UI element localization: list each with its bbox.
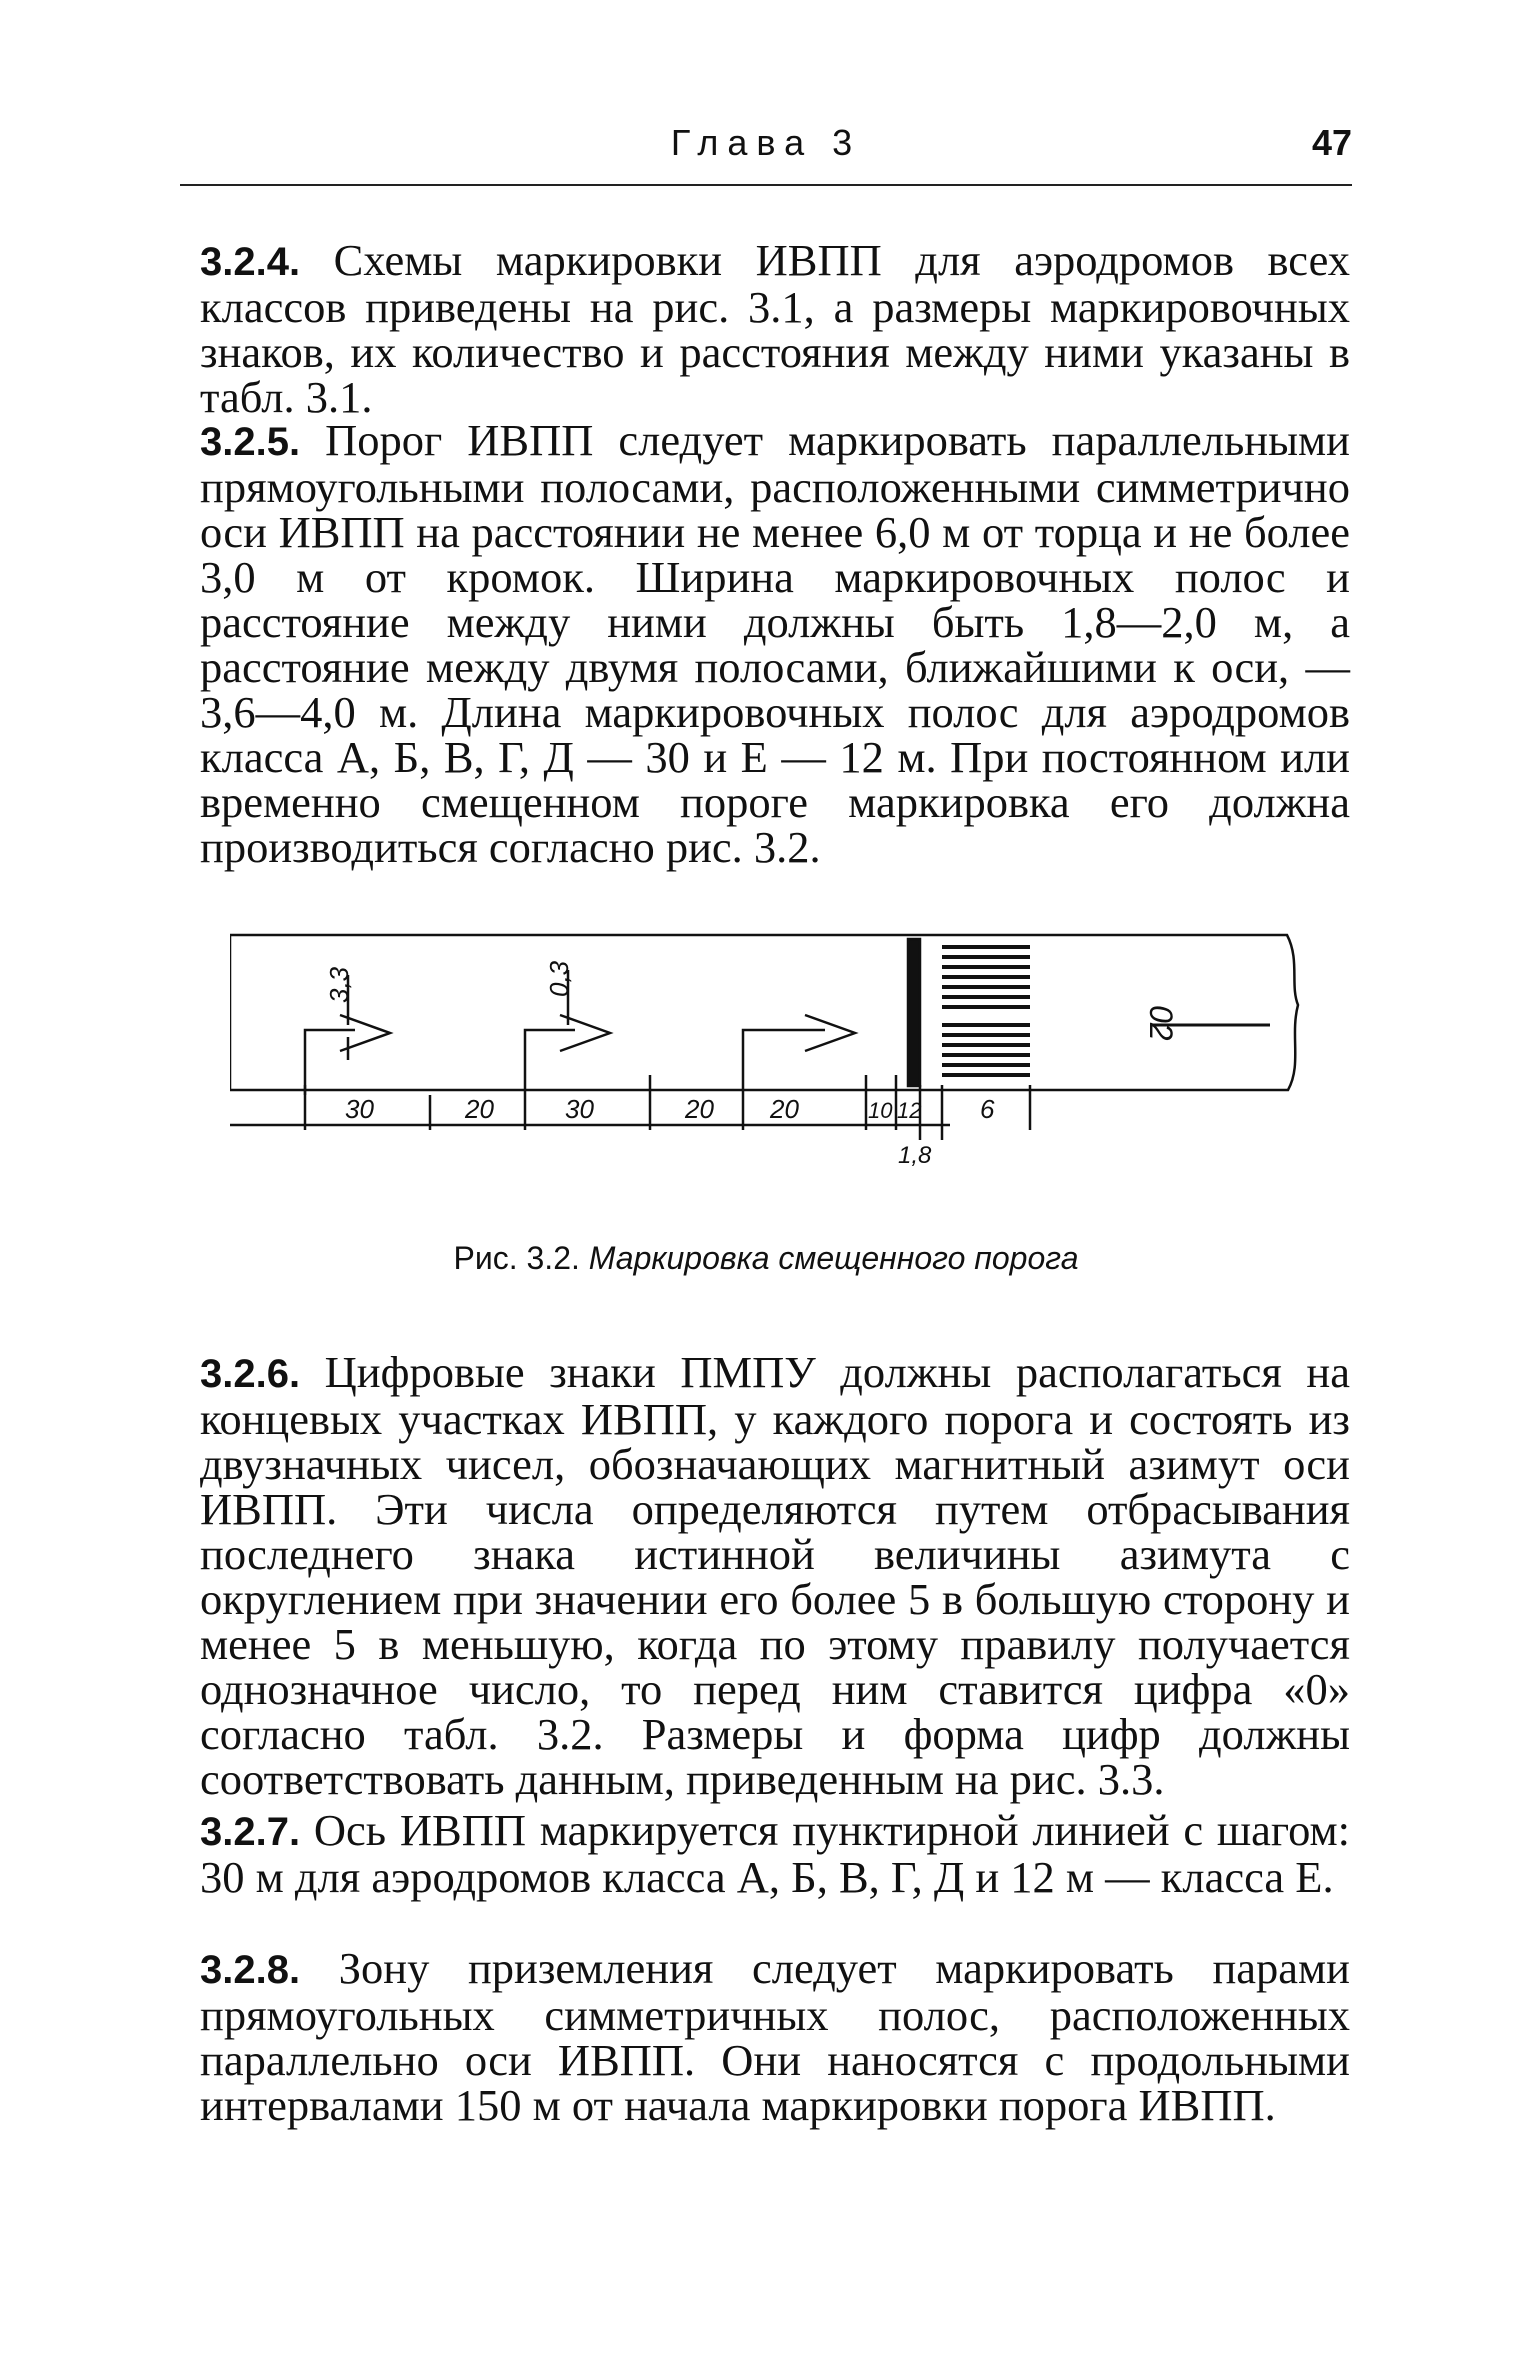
section-3-2-4 — [200, 235, 1351, 422]
figure-displaced-threshold — [230, 925, 1350, 1235]
figure-caption — [180, 1240, 1352, 1277]
page-number: 47 — [1311, 122, 1352, 163]
arrow-mark-3 — [743, 1015, 855, 1095]
dim-label-20-b: 20 — [685, 1094, 714, 1124]
dim-label-6: 6 — [980, 1094, 995, 1124]
section-3-2-5 — [200, 415, 1350, 872]
section-number: 3.2.4. — [200, 240, 301, 284]
threshold-bar — [908, 939, 920, 1086]
dim-label-1-8: 1,8 — [898, 1142, 932, 1169]
dim-label-20-a: 20 — [465, 1094, 494, 1124]
section-text: Порог ИВПП следует маркировать параллельными прямоугольными полосами, расположенными симметрично оси ИВПП на расстоянии не менее 6,0 м от торца и не более 3,0 м от кромок. Ширина маркировочных полос и расстояние между ними должны быть 1,8—2,0 м, а расстояние между двумя полосами, ближайшими к оси, — 3,6—4,0 м. Длина маркировочных полос для аэродромов класса А, Б, В, Г, Д — 30 и Е — 12 м. При постоянном или временно смещенном пороге маркировка его должна производиться согласно рис. 3.2. — [200, 415, 1350, 872]
section-3-2-7 — [200, 1805, 1351, 1902]
header-rule — [180, 184, 1352, 186]
caption-text: Маркировка смещенного порога — [588, 1240, 1079, 1276]
page-header — [180, 122, 1352, 184]
chapter-title: Глава 3 — [670, 122, 862, 163]
threshold-stripes — [942, 947, 1030, 1075]
section-text: Схемы маркировки ИВПП для аэродромов всех классов приведены на рис. 3.1, а размеры маркировочных знаков, их количество и расстояния между ними указаны в табл. 3.1. — [200, 235, 1351, 422]
section-text: Ось ИВПП маркируется пунктирной линией с шагом: 30 м для аэродромов класса А, Б, В, Г, Д и 12 м — класса Е. — [200, 1805, 1351, 1902]
dim-label-0-3: 0,3 — [544, 960, 574, 997]
section-number: 3.2.8. — [200, 1948, 301, 1992]
section-3-2-8 — [200, 1943, 1350, 2130]
section-3-2-6 — [200, 1347, 1350, 1804]
dim-label-12: 12 — [897, 1098, 922, 1123]
section-text: Цифровые знаки ПМПУ должны располагаться на концевых участках ИВПП, у каждого порога и состоять из двузначных чисел, обозначающих магнитный азимут оси ИВПП. Эти числа определяются путем отбрасывания последнего знака истинной величины азимута с округлением при значении его более 5 в большую сторону и менее 5 в меньшую, когда по этому правилу получается однозначное число, то перед ним ставится цифра «0» согласно табл. 3.2. Размеры и форма цифр должны соответствовать данным, приведенным на рис. 3.3. — [200, 1347, 1350, 1804]
section-number: 3.2.5. — [200, 420, 301, 464]
runway-outline — [230, 935, 1298, 1090]
runway-designator: 02 — [1143, 1005, 1179, 1041]
dim-label-30-a: 30 — [345, 1094, 374, 1124]
section-number: 3.2.7. — [200, 1810, 301, 1854]
dim-label-20-c: 20 — [770, 1094, 799, 1124]
dim-label-10: 10 — [868, 1098, 893, 1123]
section-text: Зону приземления следует маркировать парами прямоугольных симметричных полос, расположенных параллельно оси ИВПП. Они наносятся с продольными интервалами 150 м от начала маркировки порога ИВПП. — [200, 1943, 1350, 2130]
dim-label-30-b: 30 — [565, 1094, 594, 1124]
threshold-diagram — [230, 925, 1350, 1235]
caption-label: Рис. 3.2. — [453, 1240, 580, 1276]
section-number: 3.2.6. — [200, 1352, 301, 1396]
arrow-mark-2 — [525, 1015, 610, 1095]
dim-label-3-3: 3,3 — [324, 966, 354, 1003]
